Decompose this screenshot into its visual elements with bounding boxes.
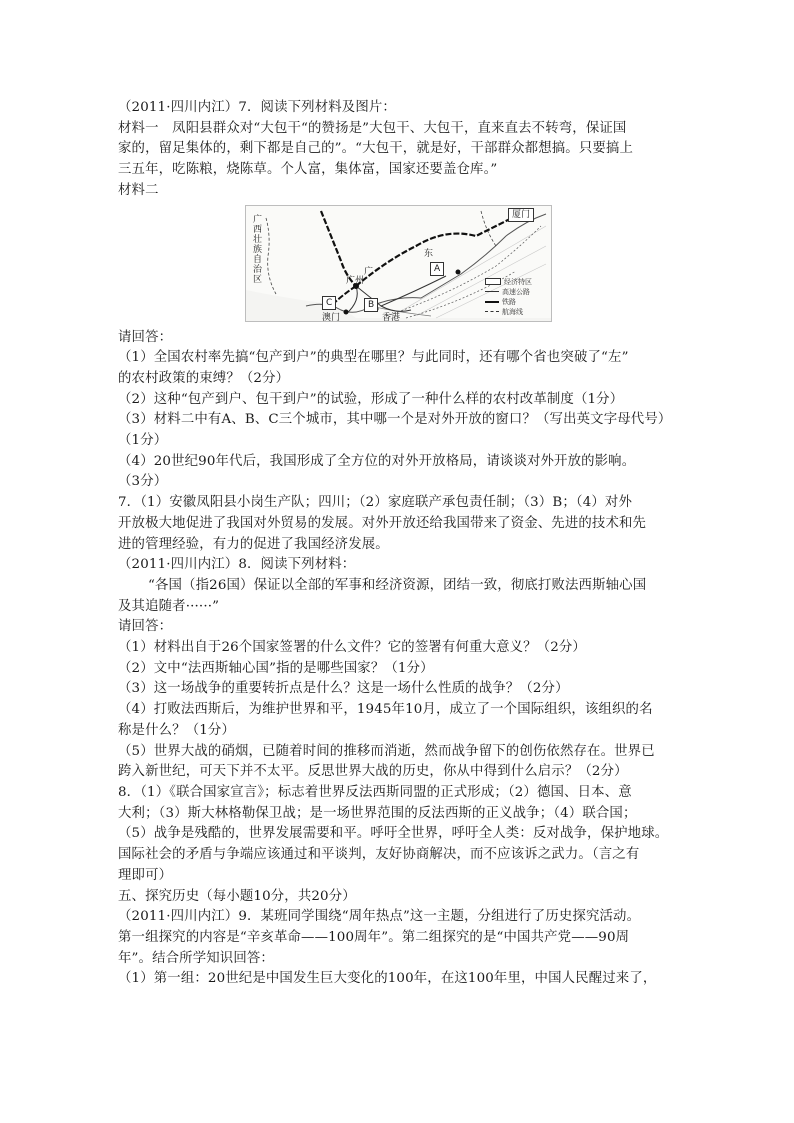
q7-question-line: （3分） (118, 474, 168, 490)
map-label-guangxi: 广西壮族自治区 (251, 213, 261, 284)
map-city-b: B (364, 298, 378, 312)
q8-question-line: （2）文中“法西斯轴心国”指的是哪些国家？（1分） (118, 660, 434, 676)
q7-material2-label: 材料二 (118, 182, 159, 198)
q8-ask-label: 请回答： (118, 619, 173, 635)
legend-label: 高速公路 (502, 287, 530, 296)
q7-material1-line: 三五年，吃陈粮，烧陈草。个人富，集体富，国家还要盖仓库。” (118, 162, 498, 178)
q8-header: （2011·四川内江）8．阅读下列材料： (118, 557, 356, 573)
legend-item (485, 297, 547, 307)
section-title: 五、探究历史（每小题10分，共20分） (118, 888, 356, 904)
map-city-a: A (430, 262, 444, 276)
q7-header: （2011·四川内江）7．阅读下列材料及图片： (118, 100, 396, 115)
legend-label: 铁路 (502, 297, 516, 306)
q7-question-line: （1）全国农村率先搞“包产到户”的典型在哪里？与此同时，还有哪个省也突破了“左” (118, 350, 629, 366)
q7-question-line: （1分） (118, 433, 168, 449)
guangdong-map-figure (245, 205, 552, 322)
q8-question-line: （5）世界大战的硝烟，已随着时间的推移而消逝，然而战争留下的创伤依然存在。世界已 (118, 743, 655, 759)
q8-answer-line: 大利；（3）斯大林格勒保卫战；是一场世界范围的反法西斯的正义战争；（4）联合国； (118, 805, 637, 821)
document-page (118, 98, 683, 990)
q8-quote-line: “各国（指26国）保证以全部的军事和经济资源，团结一致，彻底打败法西斯轴心国 (148, 577, 647, 593)
legend-line-swatch (485, 291, 499, 292)
q8-question-line: （1）材料出自于26个国家签署的什么文件？它的签署有何重大意义？（2分） (118, 640, 586, 656)
legend-label: 经济特区 (504, 277, 532, 286)
q7-ask-label: 请回答： (118, 329, 173, 345)
q8-answer-line: 理即可） (118, 867, 173, 883)
legend-item (485, 287, 547, 297)
q7-answer-line: 进的管理经验，有力的促进了我国经济发展。 (118, 536, 389, 552)
map-legend (485, 277, 547, 317)
map-label-guangzhou: 广州 (346, 275, 365, 286)
q8-answer-line: 8．（1）《联合国家宣言》；标志着世界反法西斯同盟的正式形成；（2）德国、日本、意 (118, 784, 632, 800)
q8-question-line: 称是什么？（1分） (118, 722, 235, 738)
q7-question-line: 的农村政策的束缚？（2分） (118, 370, 290, 386)
q7-material1-line: 材料一 凤阳县群众对“大包干“的赞扬是”大包干、大包干，直来直去不转弯，保证国 (118, 120, 627, 136)
legend-item (485, 277, 547, 287)
q8-question-line: 跨入新世纪，可天下并不太平。反思世界大战的历史，你从中得到什么启示？（2分） (118, 764, 628, 780)
legend-box-swatch (485, 278, 501, 285)
q8-question-line: （3）这一场战争的重要转折点是什么？这是一场什么性质的战争？（2分） (118, 681, 569, 697)
q9-line: （1）第一组：20世纪是中国发生巨大变化的100年，在这100年里，中国人民醒过来了， (118, 971, 657, 987)
legend-label: 航海线 (502, 307, 523, 316)
map-label-dong: 东 (424, 248, 434, 259)
map-label-macau: 澳门 (322, 312, 341, 322)
q8-question-line: （4）打败法西斯后，为维护世界和平，1945年10月，成立了一个国际组织，该组织的名 (118, 702, 653, 718)
map-city-c: C (322, 296, 336, 310)
map-label-guang: 广 (364, 266, 374, 277)
legend-thick-swatch (485, 301, 499, 303)
q8-answer-line: （5）战争是残酷的，世界发展需要和平。呼吁全世界，呼吁全人类：反对战争，保护地球。 (118, 826, 669, 842)
map-label-xiamen: 厦门 (508, 208, 534, 222)
q8-answer-line: 国际社会的矛盾与争端应该通过和平谈判，友好协商解决，而不应该诉之武力。（言之有 (118, 847, 640, 863)
map-label-hongkong: 香港 (382, 312, 401, 322)
q9-line: 第一组探究的内容是“辛亥革命——100周年”。第二组探究的是“中国共产党——90周 (118, 929, 630, 945)
q8-quote-line: 及其追随者······” (118, 598, 220, 614)
q7-material1-line: 家的，留足集体的，剩下都是自己的”。“大包干，就是好，干部群众都想搞。只要搞上 (118, 141, 633, 157)
q9-line: 年”。结合所学知识回答： (118, 950, 274, 966)
q9-line: （2011·四川内江）9．某班同学围绕“周年热点”这一主题，分组进行了历史探究活动。 (118, 909, 641, 925)
legend-item (485, 307, 547, 317)
q7-question-line: （2）这种“包产到户、包干到户”的试验，形成了一种什么样的农村改革制度（1分） (118, 391, 624, 407)
q7-answer-line: 开放极大地促进了我国对外贸易的发展。对外开放还给我国带来了资金、先进的技术和先 (118, 515, 647, 531)
q7-question-line: （3）材料二中有A、B、C三个城市，其中哪一个是对外开放的窗口？（写出英文字母代号） (118, 412, 672, 428)
legend-dash-swatch (485, 311, 499, 312)
q7-question-line: （4）20世纪90年代后，我国形成了全方位的对外开放格局，请谈谈对外开放的影响。 (118, 453, 636, 469)
q7-answer-line: 7．（1）安徽凤阳县小岗生产队；四川；（2）家庭联产承包责任制；（3）B；（4）对外 (118, 495, 632, 511)
